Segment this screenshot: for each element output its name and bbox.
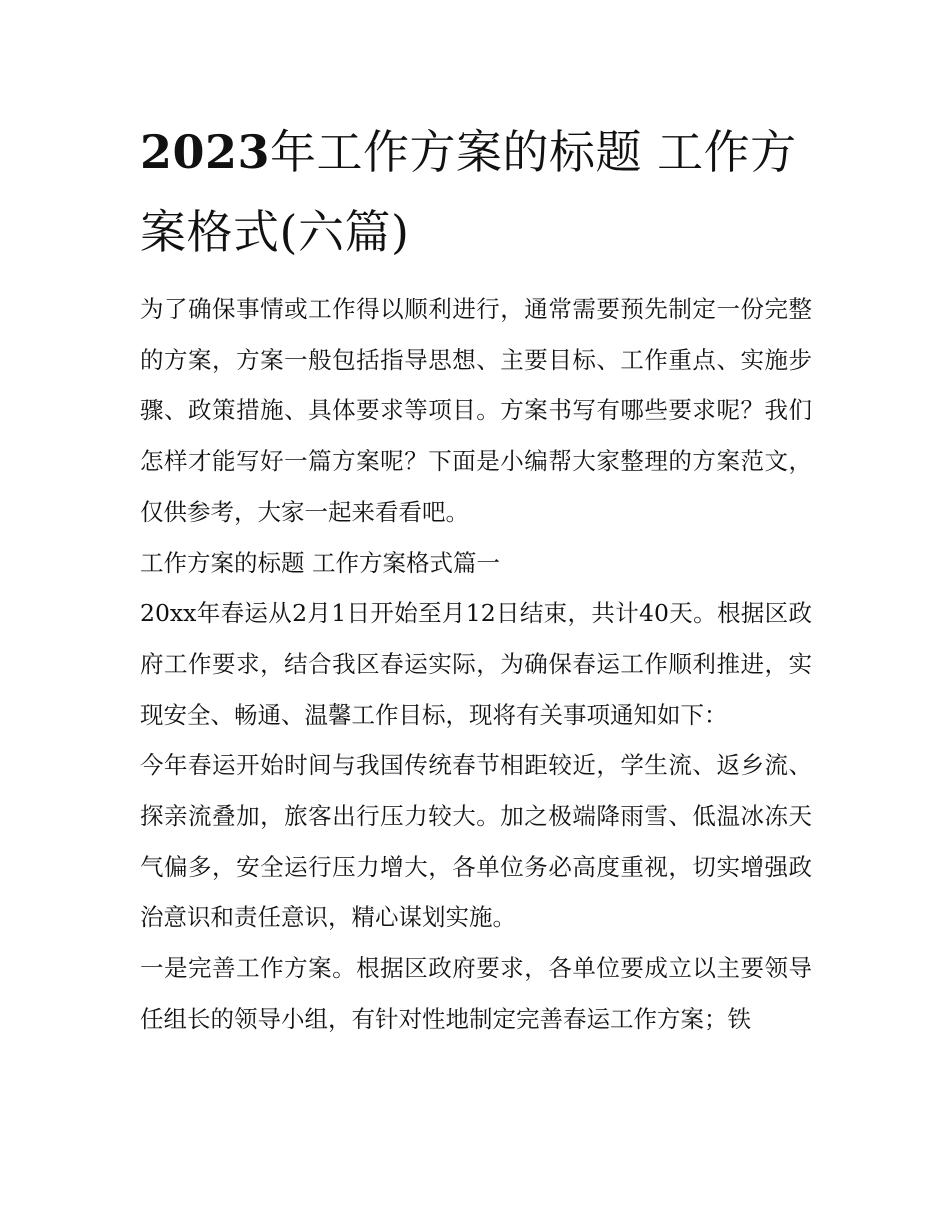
section-heading: 工作方案的标题 工作方案格式篇一 xyxy=(140,548,500,577)
body-paragraph: 今年春运开始时间与我国传统春节相距较近，学生流、返乡流、探亲流叠加，旅客出行压力较大。加之极端降雨雪、低温冰冻天气偏多，安全运行压力增大，各单位务必高度重视，切实增强政治意识和责任意识，精心谋划实施。 xyxy=(140,751,812,932)
title-year: 2023 xyxy=(140,125,271,179)
body-paragraph: 20xx年春运从2月1日开始至月12日结束，共计40天。根据区政府工作要求，结合我区春运实际，为确保春运工作顺利推进，实现安全、畅通、温馨工作目标，现将有关事项通知如下： xyxy=(140,599,812,729)
body-paragraph: 一是完善工作方案。根据区政府要求，各单位要成立以主要领导任组长的领导小组，有针对性地制定完善春运工作方案；铁 xyxy=(140,954,812,1033)
document-body xyxy=(140,112,812,1045)
intro-paragraph: 为了确保事情或工作得以顺利进行，通常需要预先制定一份完整的方案，方案一般包括指导思想、主要目标、工作重点、实施步骤、政策措施、具体要求等项目。方案书写有哪些要求呢？我们怎样才能写好一篇方案呢？下面是小编帮大家整理的方案范文，仅供参考，大家一起来看看吧。 xyxy=(140,295,812,526)
document-title xyxy=(140,112,812,272)
title-text: 年工作方案的标题 工作方案格式(六篇) xyxy=(140,125,797,259)
